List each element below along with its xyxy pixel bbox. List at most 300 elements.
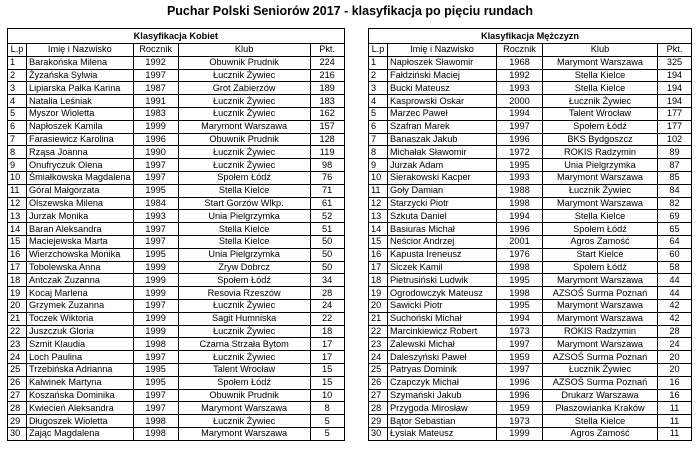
club-cell: Łucznik Żywiec [543, 95, 658, 108]
rank-cell: 29 [369, 415, 388, 428]
table-row [8, 146, 345, 159]
club-cell: Społem Łódź [178, 171, 310, 184]
table-row [369, 351, 692, 364]
name-cell: Napłoszek Kamila [27, 120, 134, 133]
points-cell: 71 [310, 184, 344, 197]
table-row [8, 415, 345, 428]
club-cell: Stella Kielce [178, 223, 310, 236]
points-cell: 44 [658, 287, 692, 300]
col-header-points: Pkt. [310, 44, 344, 57]
club-cell: Talent Wrocław [178, 363, 310, 376]
club-cell: Łucznik Żywiec [543, 184, 658, 197]
club-cell: Stella Kielce [543, 210, 658, 223]
name-cell: Suchoński Michał [388, 312, 497, 325]
year-cell: 1997 [497, 120, 543, 133]
points-cell: 76 [310, 171, 344, 184]
table-row [8, 171, 345, 184]
club-cell: Marymont Warszawa [543, 274, 658, 287]
points-cell: 11 [658, 427, 692, 440]
rank-cell: 4 [8, 95, 27, 108]
table-row [369, 69, 692, 82]
name-cell: Lipiarska Pałka Karina [27, 82, 134, 95]
rank-cell: 9 [8, 159, 27, 172]
club-cell: Społem Łódź [178, 376, 310, 389]
club-cell: Marymont Warszawa [543, 197, 658, 210]
rank-cell: 6 [369, 120, 388, 133]
name-cell: Patryas Dominik [388, 363, 497, 376]
club-cell: Łucznik Żywiec [178, 146, 310, 159]
club-cell: Unia Pielgrzymka [178, 210, 310, 223]
name-cell: Łysiak Mateusz [388, 427, 497, 440]
year-cell: 1972 [497, 146, 543, 159]
year-cell: 1997 [133, 159, 178, 172]
club-cell: AZSOŚ Surma Poznań [543, 376, 658, 389]
name-cell: Michałak Sławomir [388, 146, 497, 159]
year-cell: 1994 [497, 210, 543, 223]
points-cell: 50 [310, 261, 344, 274]
name-cell: Kwiecień Aleksandra [27, 402, 134, 415]
table-row [8, 287, 345, 300]
name-cell: Olszewska Milena [27, 197, 134, 210]
year-cell: 1995 [133, 184, 178, 197]
table-row [8, 197, 345, 210]
rank-cell: 13 [8, 210, 27, 223]
points-cell: 52 [310, 210, 344, 223]
points-cell: 15 [310, 363, 344, 376]
year-cell: 1999 [133, 312, 178, 325]
club-cell: Społem Łódź [543, 120, 658, 133]
year-cell: 1998 [133, 427, 178, 440]
table-row [369, 389, 692, 402]
year-cell: 1997 [497, 338, 543, 351]
name-cell: Neścior Andrzej [388, 235, 497, 248]
points-cell: 10 [310, 389, 344, 402]
year-cell: 1984 [133, 197, 178, 210]
rank-cell: 22 [369, 325, 388, 338]
rank-cell: 28 [369, 402, 388, 415]
points-cell: 183 [310, 95, 344, 108]
points-cell: 8 [310, 402, 344, 415]
rank-cell: 8 [369, 146, 388, 159]
table-row [369, 146, 692, 159]
points-cell: 42 [658, 299, 692, 312]
col-header-club: Klub [178, 44, 310, 57]
rank-cell: 3 [369, 82, 388, 95]
table-row [369, 299, 692, 312]
name-cell: Bątor Sebastian [388, 415, 497, 428]
club-cell: Obuwnik Prudnik [178, 56, 310, 69]
year-cell: 1973 [497, 325, 543, 338]
table-row [369, 159, 692, 172]
club-cell: Czarna Strzała Bytom [178, 338, 310, 351]
name-cell: Goły Damian [388, 184, 497, 197]
rank-cell: 20 [369, 299, 388, 312]
rank-cell: 12 [8, 197, 27, 210]
name-cell: Banaszak Jakub [388, 133, 497, 146]
club-cell: ROKIS Radzymin [543, 325, 658, 338]
club-cell: Łucznik Żywiec [178, 299, 310, 312]
year-cell: 1997 [133, 402, 178, 415]
points-cell: 60 [658, 248, 692, 261]
points-cell: 28 [658, 325, 692, 338]
name-cell: Żyzańska Sylwia [27, 69, 134, 82]
year-cell: 1997 [133, 299, 178, 312]
table-row [369, 56, 692, 69]
year-cell: 1996 [497, 133, 543, 146]
year-cell: 1995 [133, 248, 178, 261]
rank-cell: 12 [369, 197, 388, 210]
year-cell: 1995 [497, 299, 543, 312]
points-cell: 325 [658, 56, 692, 69]
rank-cell: 11 [8, 184, 27, 197]
points-cell: 224 [310, 56, 344, 69]
points-cell: 20 [658, 351, 692, 364]
table-row [8, 402, 345, 415]
club-cell: Talent Wrocław [543, 107, 658, 120]
year-cell: 1959 [497, 351, 543, 364]
name-cell: Fałdziński Maciej [388, 69, 497, 82]
name-cell: Kapusta Ireneusz [388, 248, 497, 261]
name-cell: Loch Paulina [27, 351, 134, 364]
club-cell: Grot Zabierzów [178, 82, 310, 95]
club-cell: Marymont Warszawa [178, 402, 310, 415]
club-cell: AZSOŚ Surma Poznań [543, 351, 658, 364]
rank-cell: 10 [369, 171, 388, 184]
table-row [8, 120, 345, 133]
club-cell: Łucznik Żywiec [178, 159, 310, 172]
club-cell: Społem Łódź [543, 223, 658, 236]
club-cell: Marymont Warszawa [543, 299, 658, 312]
table-row [8, 363, 345, 376]
year-cell: 1983 [133, 107, 178, 120]
points-cell: 177 [658, 107, 692, 120]
rank-cell: 1 [369, 56, 388, 69]
year-cell: 1994 [497, 312, 543, 325]
points-cell: 51 [310, 223, 344, 236]
table-row [8, 223, 345, 236]
name-cell: Góral Małgorzata [27, 184, 134, 197]
year-cell: 1973 [497, 415, 543, 428]
name-cell: Trzebińska Adrianna [27, 363, 134, 376]
club-cell: Stella Kielce [543, 69, 658, 82]
rank-cell: 3 [8, 82, 27, 95]
points-cell: 87 [658, 159, 692, 172]
year-cell: 1988 [497, 184, 543, 197]
rank-cell: 11 [369, 184, 388, 197]
col-header-lp: L.p [369, 44, 388, 57]
points-cell: 24 [310, 299, 344, 312]
col-header-points: Pkt. [658, 44, 692, 57]
rank-cell: 23 [369, 338, 388, 351]
club-cell: Drukarz Warszawa [543, 389, 658, 402]
year-cell: 1968 [497, 56, 543, 69]
rank-cell: 16 [8, 248, 27, 261]
club-cell: AZSOŚ Surma Poznań [543, 287, 658, 300]
club-cell: Agros Zamość [543, 427, 658, 440]
year-cell: 1996 [497, 389, 543, 402]
points-cell: 119 [310, 146, 344, 159]
points-cell: 5 [310, 427, 344, 440]
year-cell: 1994 [497, 107, 543, 120]
name-cell: Wierzchowska Monika [27, 248, 134, 261]
rank-cell: 5 [8, 107, 27, 120]
name-cell: Śmiałkowska Magdalena [27, 171, 134, 184]
points-cell: 189 [310, 82, 344, 95]
name-cell: Daleszyński Paweł [388, 351, 497, 364]
men-classification-table [368, 28, 692, 441]
club-cell: Łucznik Żywiec [178, 325, 310, 338]
points-cell: 69 [658, 210, 692, 223]
rank-cell: 17 [369, 261, 388, 274]
club-cell: Agros Zamość [543, 235, 658, 248]
women-classification-table [7, 28, 345, 441]
year-cell: 1997 [133, 351, 178, 364]
table-row [369, 274, 692, 287]
year-cell: 1999 [133, 261, 178, 274]
year-cell: 1999 [133, 120, 178, 133]
name-cell: Tobolewska Anna [27, 261, 134, 274]
rank-cell: 7 [369, 133, 388, 146]
name-cell: Zając Magdalena [27, 427, 134, 440]
table-row [8, 325, 345, 338]
name-cell: Długoszek Wioletta [27, 415, 134, 428]
points-cell: 42 [658, 312, 692, 325]
year-cell: 1995 [497, 274, 543, 287]
points-cell: 194 [658, 95, 692, 108]
points-cell: 16 [658, 389, 692, 402]
table-row [8, 95, 345, 108]
points-cell: 177 [658, 120, 692, 133]
year-cell: 1995 [133, 363, 178, 376]
year-cell: 1996 [497, 223, 543, 236]
points-cell: 128 [310, 133, 344, 146]
col-header-year: Rocznik [497, 44, 543, 57]
name-cell: Bucki Mateusz [388, 82, 497, 95]
rank-cell: 6 [8, 120, 27, 133]
year-cell: 1997 [497, 363, 543, 376]
year-cell: 1997 [133, 223, 178, 236]
club-cell: Stella Kielce [178, 235, 310, 248]
points-cell: 89 [658, 146, 692, 159]
rank-cell: 4 [369, 95, 388, 108]
table-row [369, 248, 692, 261]
name-cell: Szafran Marek [388, 120, 497, 133]
table-row [8, 133, 345, 146]
name-cell: Juszczuk Gloria [27, 325, 134, 338]
name-cell: Onufryczuk Olena [27, 159, 134, 172]
club-cell: Marymont Warszawa [178, 120, 310, 133]
name-cell: Antczak Zuzanna [27, 274, 134, 287]
club-cell: Stella Kielce [543, 82, 658, 95]
points-cell: 157 [310, 120, 344, 133]
year-cell: 1976 [497, 248, 543, 261]
table-row [369, 338, 692, 351]
rank-cell: 15 [8, 235, 27, 248]
points-cell: 84 [658, 184, 692, 197]
club-cell: Unia Pielgrzymka [543, 159, 658, 172]
rank-cell: 27 [369, 389, 388, 402]
table-row [369, 325, 692, 338]
table-row [8, 274, 345, 287]
year-cell: 1999 [133, 274, 178, 287]
club-cell: Łucznik Żywiec [178, 351, 310, 364]
club-cell: Obuwnik Prudnik [178, 133, 310, 146]
year-cell: 1999 [133, 287, 178, 300]
rank-cell: 17 [8, 261, 27, 274]
name-cell: Marcinkiewicz Robert [388, 325, 497, 338]
rank-cell: 13 [369, 210, 388, 223]
points-cell: 216 [310, 69, 344, 82]
rank-cell: 5 [369, 107, 388, 120]
year-cell: 1987 [133, 82, 178, 95]
rank-cell: 25 [8, 363, 27, 376]
year-cell: 1996 [497, 376, 543, 389]
club-cell: Stella Kielce [543, 415, 658, 428]
rank-cell: 19 [8, 287, 27, 300]
points-cell: 24 [658, 338, 692, 351]
name-cell: Siczek Kamil [388, 261, 497, 274]
points-cell: 44 [658, 274, 692, 287]
table-row [369, 133, 692, 146]
club-cell: Łucznik Żywiec [178, 69, 310, 82]
col-header-year: Rocznik [133, 44, 178, 57]
name-cell: Zalewski Michał [388, 338, 497, 351]
rank-cell: 21 [369, 312, 388, 325]
points-cell: 98 [310, 159, 344, 172]
rank-cell: 30 [369, 427, 388, 440]
name-cell: Szkuta Daniel [388, 210, 497, 223]
name-cell: Starzycki Piotr [388, 197, 497, 210]
table-row [8, 235, 345, 248]
name-cell: Napłoszek Sławomir [388, 56, 497, 69]
points-cell: 162 [310, 107, 344, 120]
points-cell: 17 [310, 338, 344, 351]
points-cell: 194 [658, 82, 692, 95]
table-row [369, 363, 692, 376]
points-cell: 5 [310, 415, 344, 428]
table-row [369, 287, 692, 300]
rank-cell: 22 [8, 325, 27, 338]
table-row [8, 389, 345, 402]
name-cell: Kasprowski Oskar [388, 95, 497, 108]
points-cell: 50 [310, 248, 344, 261]
name-cell: Marzec Paweł [388, 107, 497, 120]
table-row [369, 107, 692, 120]
table-row [369, 261, 692, 274]
table-row [8, 312, 345, 325]
year-cell: 1997 [133, 235, 178, 248]
table-row [369, 184, 692, 197]
col-header-name: Imię i Nazwisko [388, 44, 497, 57]
rank-cell: 24 [8, 351, 27, 364]
rank-cell: 21 [8, 312, 27, 325]
year-cell: 1996 [133, 133, 178, 146]
year-cell: 1997 [133, 171, 178, 184]
club-cell: Łucznik Żywiec [178, 95, 310, 108]
points-cell: 18 [310, 325, 344, 338]
club-cell: Zryw Dobrcz [178, 261, 310, 274]
rank-cell: 14 [369, 223, 388, 236]
table-row [8, 338, 345, 351]
year-cell: 1993 [497, 82, 543, 95]
table-row [369, 171, 692, 184]
club-cell: Marymont Warszawa [543, 312, 658, 325]
year-cell: 1991 [133, 95, 178, 108]
points-cell: 65 [658, 223, 692, 236]
rank-cell: 16 [369, 248, 388, 261]
year-cell: 1997 [133, 389, 178, 402]
name-cell: Rząsa Joanna [27, 146, 134, 159]
rank-cell: 18 [8, 274, 27, 287]
table-row [8, 248, 345, 261]
club-cell: Resovia Rzeszów [178, 287, 310, 300]
points-cell: 50 [310, 235, 344, 248]
club-cell: Unia Pielgrzymka [178, 248, 310, 261]
name-cell: Szmit Klaudia [27, 338, 134, 351]
year-cell: 1999 [497, 427, 543, 440]
rank-cell: 29 [8, 415, 27, 428]
name-cell: Przygoda Mirosław [388, 402, 497, 415]
name-cell: Baran Aleksandra [27, 223, 134, 236]
rank-cell: 1 [8, 56, 27, 69]
points-cell: 64 [658, 235, 692, 248]
name-cell: Koszańska Dominika [27, 389, 134, 402]
club-cell: Start Gorzów Wlkp. [178, 197, 310, 210]
year-cell: 1998 [497, 197, 543, 210]
name-cell: Kalwinek Martyna [27, 376, 134, 389]
name-cell: Myszor Wioletta [27, 107, 134, 120]
points-cell: 22 [310, 312, 344, 325]
year-cell: 1997 [133, 69, 178, 82]
table-row [8, 351, 345, 364]
points-cell: 28 [310, 287, 344, 300]
club-cell: Sagit Humniska [178, 312, 310, 325]
club-cell: Łucznik Żywiec [178, 107, 310, 120]
name-cell: Natalia Leśniak [27, 95, 134, 108]
year-cell: 1992 [133, 56, 178, 69]
year-cell: 1959 [497, 402, 543, 415]
rank-cell: 9 [369, 159, 388, 172]
name-cell: Barakońska Milena [27, 56, 134, 69]
year-cell: 1995 [133, 376, 178, 389]
year-cell: 2001 [497, 235, 543, 248]
table-row [8, 56, 345, 69]
name-cell: Kocaj Marlena [27, 287, 134, 300]
name-cell: Pietrusiński Ludwik [388, 274, 497, 287]
year-cell: 1993 [133, 210, 178, 223]
name-cell: Grzymek Zuzanna [27, 299, 134, 312]
points-cell: 82 [658, 197, 692, 210]
table-row [369, 415, 692, 428]
table-row [8, 69, 345, 82]
table-row [369, 95, 692, 108]
women-table-heading: Klasyfikacja Kobiet [8, 29, 345, 44]
name-cell: Sierakowski Kacper [388, 171, 497, 184]
points-cell: 11 [658, 402, 692, 415]
year-cell: 2000 [497, 95, 543, 108]
rank-cell: 2 [369, 69, 388, 82]
table-row [8, 210, 345, 223]
men-table-heading: Klasyfikacja Mężczyzn [369, 29, 692, 44]
points-cell: 16 [658, 376, 692, 389]
rank-cell: 26 [8, 376, 27, 389]
club-cell: Marymont Warszawa [178, 427, 310, 440]
rank-cell: 19 [369, 287, 388, 300]
name-cell: Ogrodowczyk Mateusz [388, 287, 497, 300]
rank-cell: 30 [8, 427, 27, 440]
table-row [8, 261, 345, 274]
club-cell: BKS Bydgoszcz [543, 133, 658, 146]
